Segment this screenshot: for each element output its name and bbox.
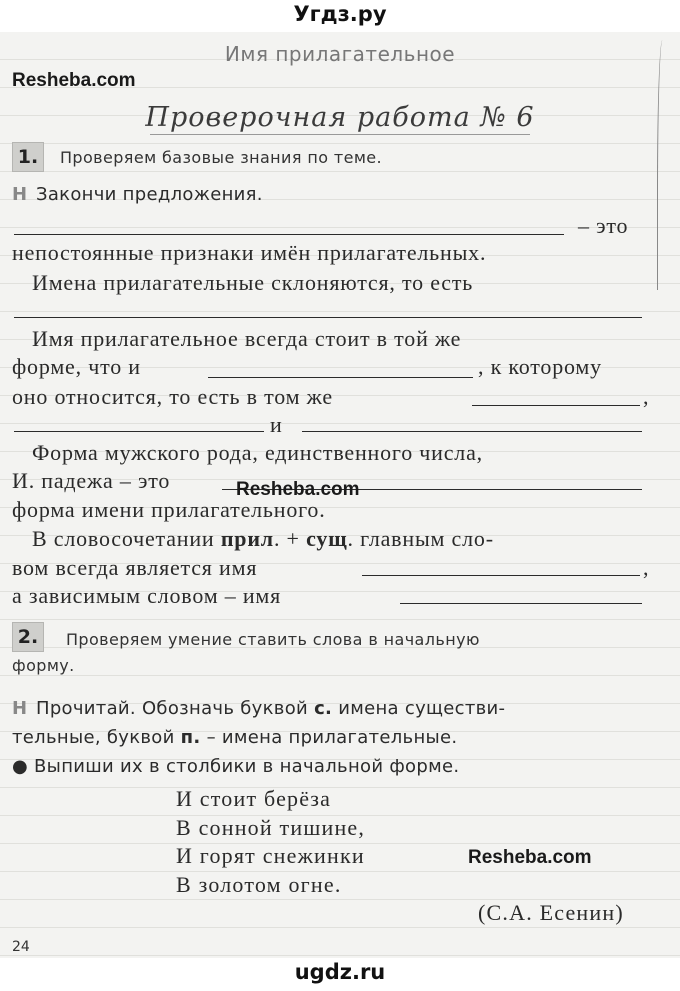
text-fragment: тельные, буквой — [12, 727, 175, 748]
text-fragment: имена существи- — [338, 698, 506, 719]
watermark: Resheba.com — [236, 479, 360, 500]
page-curl-decoration — [657, 40, 666, 290]
text-fragment-bold: прил — [220, 526, 274, 551]
text-line: а зависимым словом – имя — [12, 583, 282, 608]
poem-author: (С.А. Есенин) — [478, 900, 624, 925]
text-fragment: В словосочетании — [32, 526, 215, 551]
text-fragment: – имена прилагательные. — [206, 727, 458, 748]
task-1-number: 1. — [12, 142, 44, 172]
text-line: форма имени прилагательного. — [12, 497, 326, 522]
text-fragment: Прочитай. Обозначь буквой — [36, 698, 309, 719]
task-2-marker: Н — [12, 698, 28, 719]
watermark: Resheba.com — [468, 847, 592, 868]
textbook-page — [0, 32, 680, 958]
task-2-instruction — [12, 727, 457, 748]
blank-line[interactable] — [208, 377, 473, 378]
text-line: , — [643, 555, 650, 580]
blank-line[interactable] — [14, 234, 564, 235]
text-fragment: . главным сло- — [347, 526, 494, 551]
task-2-bullet: ● Выпиши их в столбики в начальной форме. — [12, 756, 460, 777]
blank-line[interactable] — [14, 317, 642, 318]
section-header: Имя прилагательное — [224, 42, 456, 66]
title-underline — [150, 134, 530, 135]
task-2-text: форму. — [12, 656, 75, 675]
text-line — [32, 526, 494, 552]
text-fragment: . + — [273, 526, 300, 551]
task-1-instruction: Закончи предложения. — [36, 184, 263, 205]
poem-line: И стоит берёза — [176, 786, 332, 811]
text-line: форме, что и — [12, 354, 141, 379]
poem-line: В сонной тишине, — [176, 815, 366, 840]
task-2-instruction — [36, 698, 505, 719]
blank-line[interactable] — [302, 431, 642, 432]
site-header-label: Угдз.ру — [293, 2, 387, 26]
text-fragment-bold: п. — [180, 727, 201, 748]
poem-line: В золотом огне. — [176, 872, 342, 897]
blank-line[interactable] — [472, 405, 640, 406]
text-line: оно относится, то есть в том же — [12, 384, 333, 409]
task-1-text: Проверяем базовые знания по теме. — [60, 148, 383, 167]
text-line: , — [643, 384, 650, 409]
blank-line[interactable] — [14, 431, 264, 432]
poem-line: И горят снежинки — [176, 843, 365, 868]
text-line: вом всегда является имя — [12, 555, 258, 580]
task-1-marker: Н — [12, 184, 28, 205]
page-number: 24 — [12, 939, 30, 955]
blank-line[interactable] — [362, 575, 640, 576]
text-line: Форма мужского рода, единственного числа, — [32, 440, 483, 465]
text-line: Имена прилагательные склоняются, то есть — [32, 270, 474, 295]
text-line: И. падежа – это — [12, 468, 171, 493]
text-line: и — [270, 412, 283, 437]
page-title: Проверочная работа № 6 — [145, 102, 535, 133]
text-fragment-bold: сущ — [306, 526, 348, 551]
text-line: , к которому — [478, 354, 602, 379]
text-line: Имя прилагательное всегда стоит в той же — [32, 326, 462, 351]
site-footer-label: ugdz.ru — [294, 960, 386, 984]
task-2-number: 2. — [12, 622, 44, 652]
text-line: непостоянные признаки имён прилагательных. — [12, 240, 487, 265]
blank-line[interactable] — [400, 603, 642, 604]
text-fragment-bold: с. — [314, 698, 333, 719]
text-line: – это — [578, 213, 629, 238]
watermark: Resheba.com — [12, 70, 136, 91]
task-2-text: Проверяем умение ставить слова в начальную — [66, 630, 480, 649]
